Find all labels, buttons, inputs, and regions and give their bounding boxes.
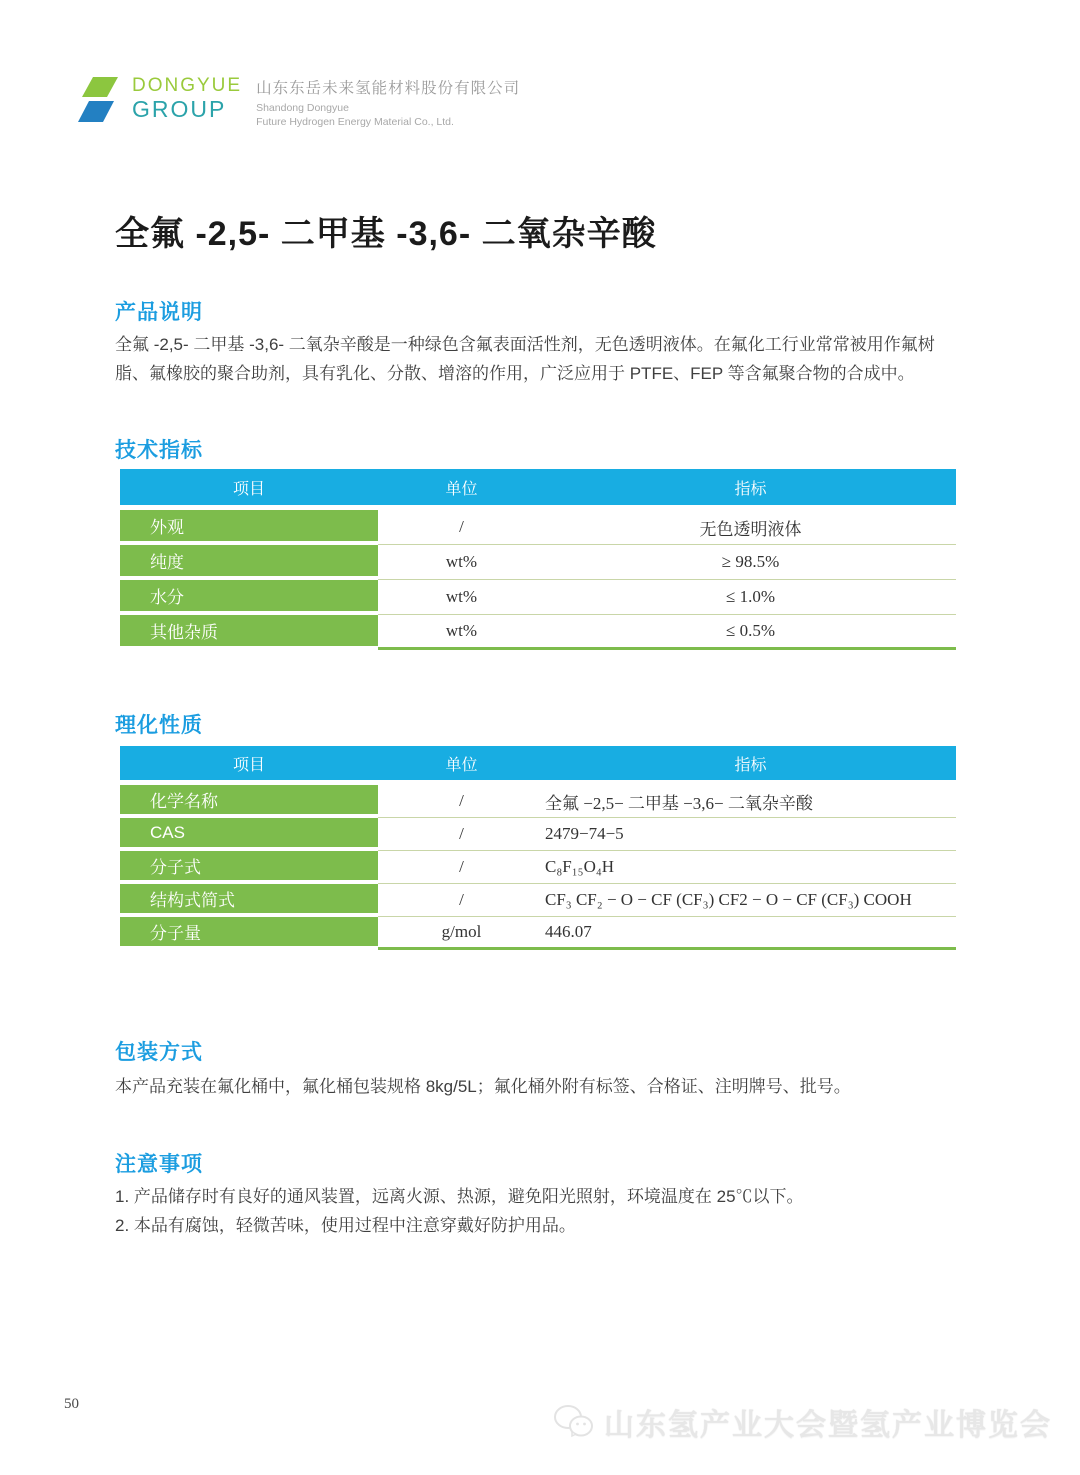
wechat-icon <box>552 1403 596 1441</box>
brand-name <box>132 76 242 121</box>
row-value: 446.07 <box>545 917 956 950</box>
row-unit: wt% <box>378 580 545 615</box>
section-heading-description: 产品说明 <box>115 301 203 324</box>
column-header-spec: 指标 <box>734 756 767 774</box>
packaging-body: 本产品充装在氟化桶中，氟化桶包装规格 8kg/5L；氟化桶外附有标签、合格证、注明牌号、批号。 <box>115 1077 851 1096</box>
row-label: 结构式简式 <box>120 884 378 913</box>
table-row <box>120 785 956 818</box>
column-header-item: 项目 <box>232 756 265 774</box>
tech-specs-table <box>120 469 956 650</box>
table-row <box>120 851 956 884</box>
row-value: 2479−74−5 <box>545 818 956 851</box>
table-row <box>120 580 956 615</box>
column-header-item: 项目 <box>232 480 265 498</box>
row-unit: / <box>378 818 545 851</box>
row-unit: / <box>378 510 545 545</box>
row-unit: / <box>378 785 545 818</box>
row-value: 全氟 −2,5− 二甲基 −3,6− 二氧杂辛酸 <box>545 785 956 818</box>
company-en-line1: Shandong Dongyue <box>256 102 349 114</box>
row-unit: / <box>378 884 545 917</box>
description-body: 全氟 -2,5- 二甲基 -3,6- 二氧杂辛酸是一种绿色含氟表面活性剂，无色透明液体。在氟化工行业常常被用作氟树脂、氟橡胶的聚合助剂，具有乳化、分散、增溶的作用，广泛应用于 PTFE、FEP 等含氟聚合物的合成中。 <box>115 335 935 383</box>
table-row <box>120 545 956 580</box>
page-number: 50 <box>64 1396 79 1412</box>
section-heading-packaging: 包装方式 <box>115 1041 203 1064</box>
row-label: 其他杂质 <box>120 615 378 646</box>
column-header-unit: 单位 <box>445 480 478 498</box>
row-label: 水分 <box>120 580 378 611</box>
row-value: C₈F₁₅O₄H <box>545 851 956 884</box>
watermark-text: 山东氢产业大会暨氢产业博览会 <box>604 1409 1052 1442</box>
row-value: 无色透明液体 <box>545 510 956 545</box>
row-label: 外观 <box>120 510 378 541</box>
row-value: CF₃ CF₂ − O − CF (CF₃) CF2 − O − CF (CF₃) COOH <box>545 884 956 917</box>
row-unit: wt% <box>378 545 545 580</box>
table-row <box>120 510 956 545</box>
row-label: 化学名称 <box>120 785 378 814</box>
row-label: CAS <box>120 818 378 847</box>
brand-line2: GROUP <box>132 96 227 122</box>
company-name-cn: 山东东岳未来氢能材料股份有限公司 <box>256 80 521 97</box>
row-unit: g/mol <box>378 917 545 950</box>
table-row <box>120 818 956 851</box>
properties-table <box>120 746 956 950</box>
row-label: 纯度 <box>120 545 378 576</box>
company-en-line2: Future Hydrogen Energy Material Co., Ltd. <box>256 115 454 128</box>
footer-watermark <box>552 1400 1052 1444</box>
row-unit: wt% <box>378 615 545 650</box>
table-row <box>120 884 956 917</box>
column-header-spec: 指标 <box>734 480 767 498</box>
precaution-item: 2. 本品有腐蚀，轻微苦味，使用过程中注意穿戴好防护用品。 <box>115 1216 576 1235</box>
table-header-row <box>120 469 956 505</box>
table-row <box>120 615 956 650</box>
row-label: 分子式 <box>120 851 378 880</box>
precautions-list <box>115 1182 960 1240</box>
section-heading-tech-specs: 技术指标 <box>115 439 203 462</box>
row-value: ≥ 98.5% <box>545 545 956 580</box>
brand-line1: DONGYUE <box>132 75 243 96</box>
row-label: 分子量 <box>120 917 378 946</box>
table-header-row <box>120 746 956 780</box>
row-value: ≤ 0.5% <box>545 615 956 650</box>
table-row <box>120 917 956 950</box>
company-name-en <box>256 102 520 129</box>
company-logo <box>78 74 520 129</box>
row-unit: / <box>378 851 545 884</box>
column-header-unit: 单位 <box>445 756 478 774</box>
company-name-block <box>256 76 520 129</box>
page-title: 全氟 -2,5- 二甲基 -3,6- 二氧杂辛酸 <box>115 215 657 253</box>
section-heading-properties: 理化性质 <box>115 714 203 737</box>
section-heading-precautions: 注意事项 <box>115 1153 203 1176</box>
dongyue-logo-icon <box>78 76 120 124</box>
precaution-item: 1. 产品储存时有良好的通风装置，远离火源、热源，避免阳光照射，环境温度在 25℃以下。 <box>115 1187 804 1206</box>
row-value: ≤ 1.0% <box>545 580 956 615</box>
